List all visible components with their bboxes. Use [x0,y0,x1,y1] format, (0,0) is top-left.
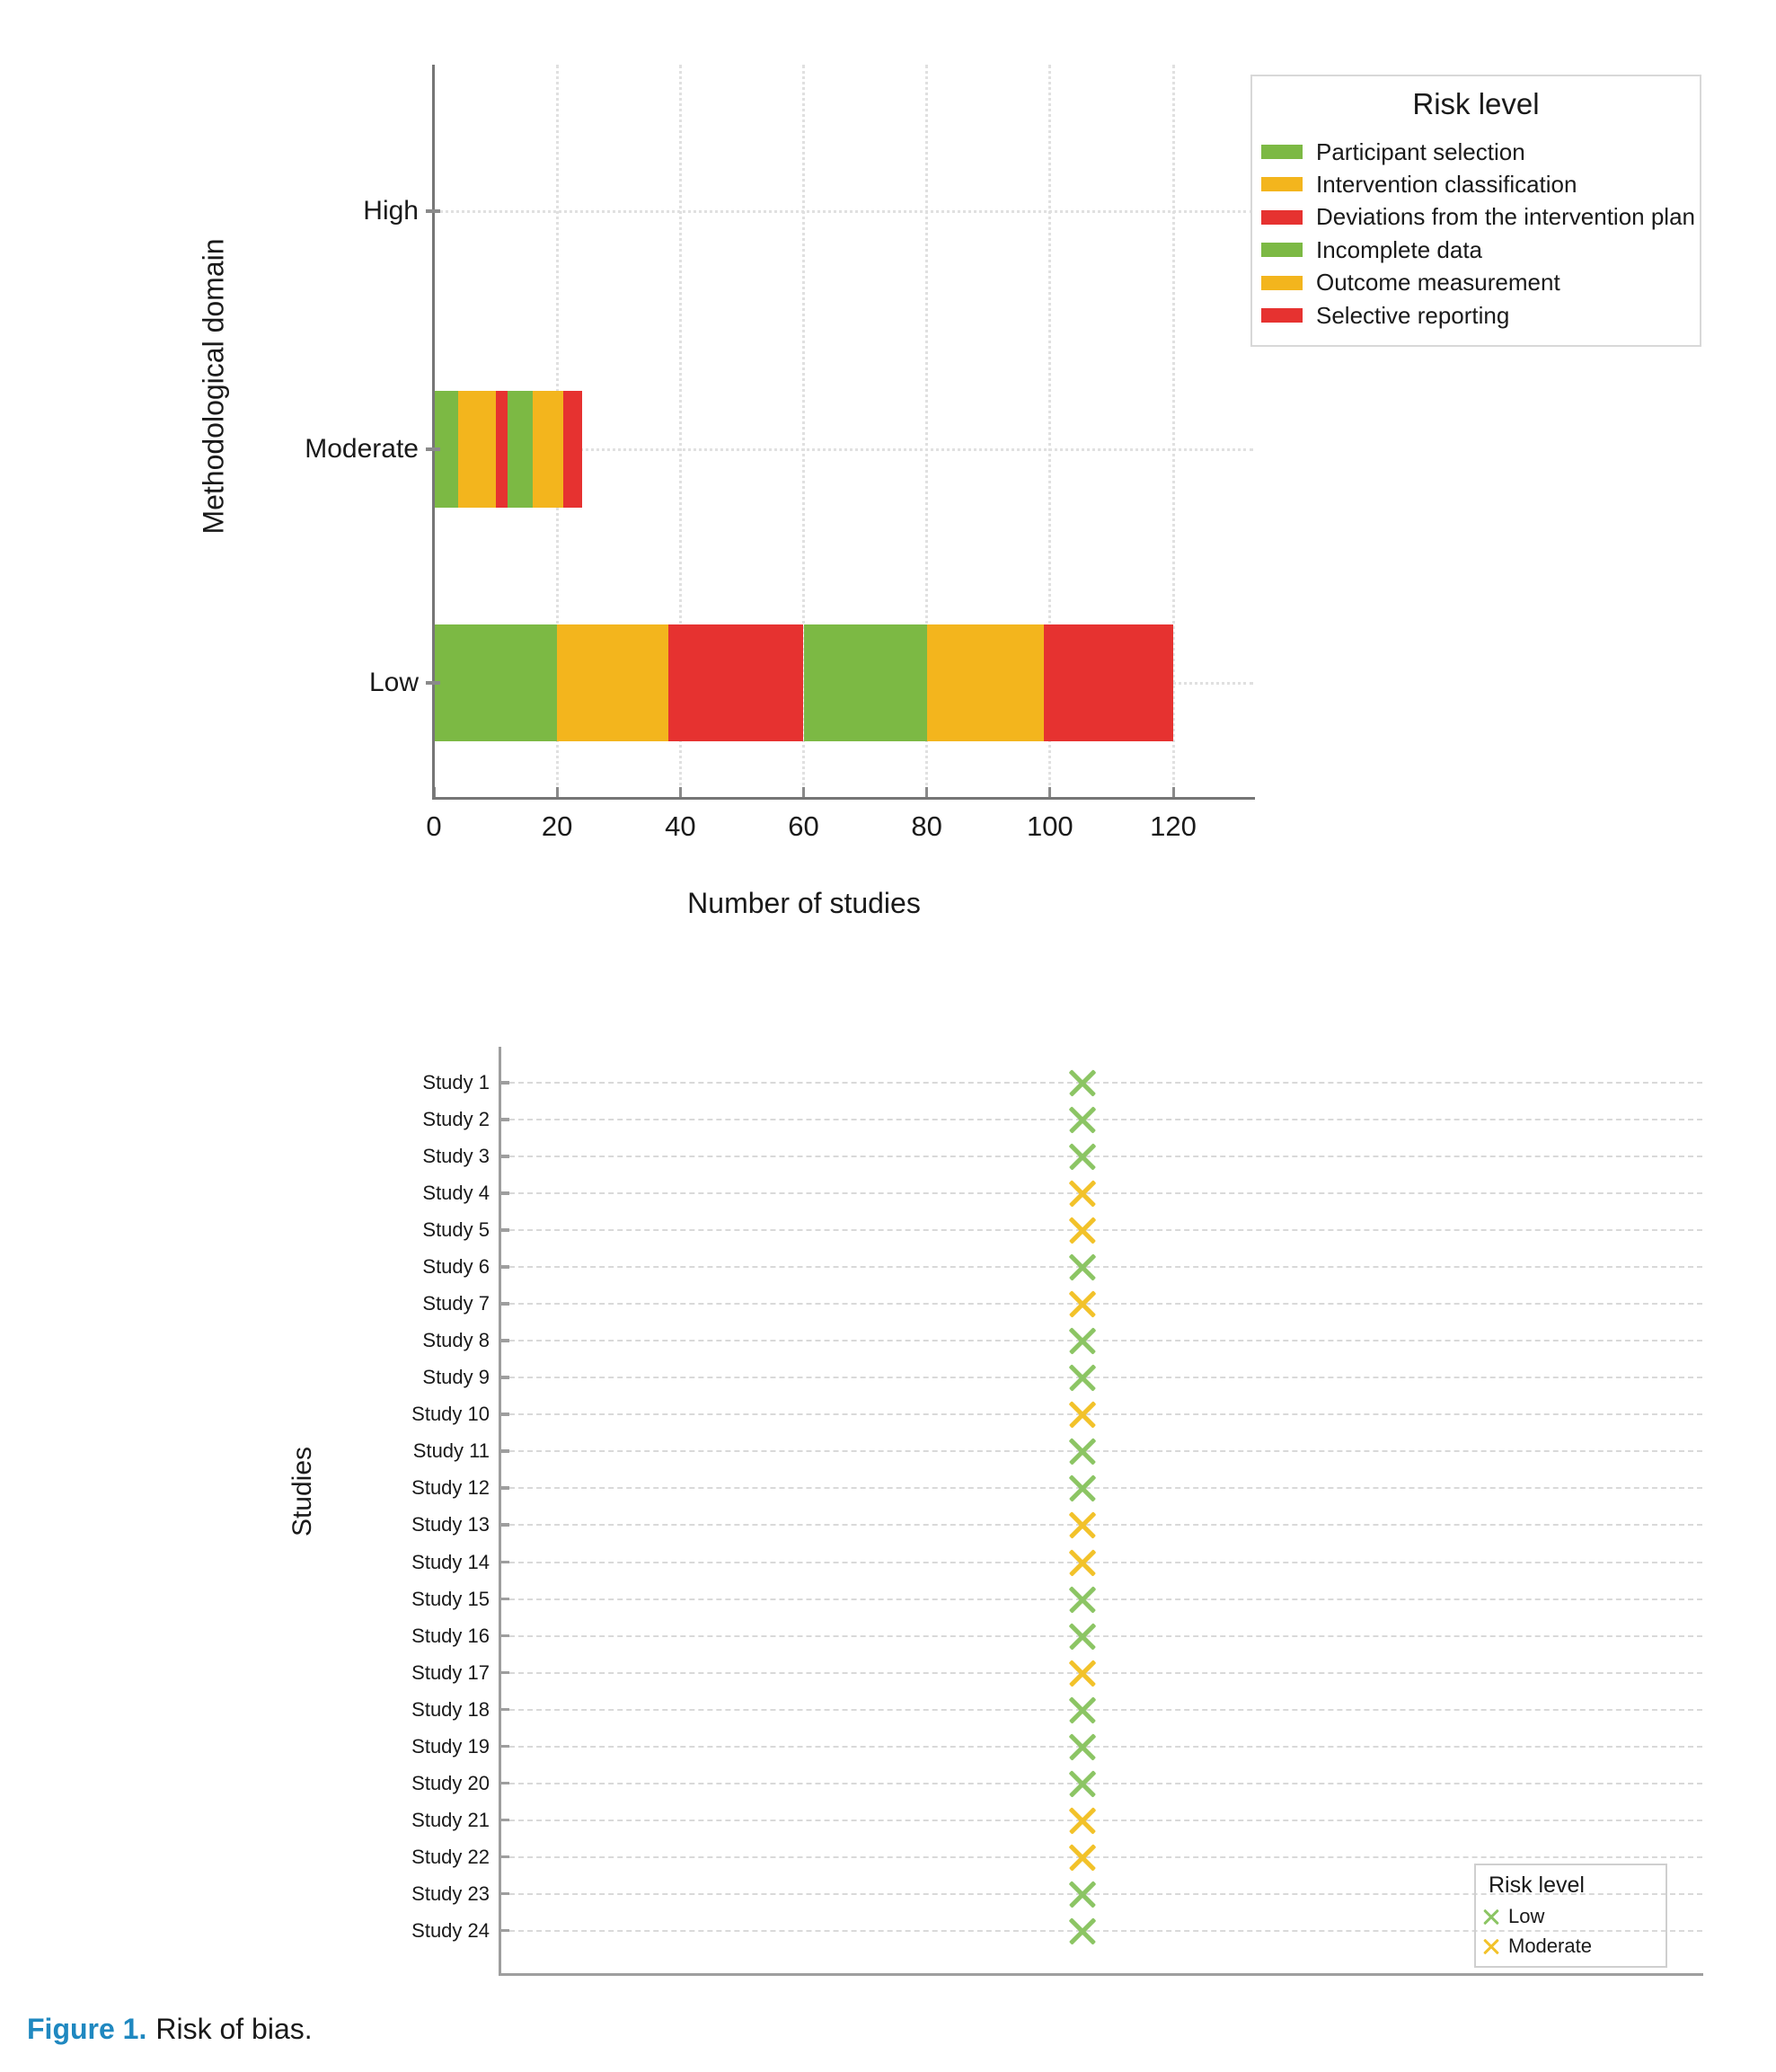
x-marker-low [1067,1731,1098,1762]
study-axis-tick [500,1855,509,1859]
study-gridline [500,1783,1702,1784]
study-gridline [500,1229,1702,1231]
study-gridline [500,1562,1702,1563]
study-axis-tick [500,1634,509,1638]
study-label: Study 20 [411,1771,490,1794]
study-gridline [500,1413,1702,1415]
study-gridline [500,1820,1702,1821]
study-label: Study 3 [422,1145,490,1168]
legend-item-label: Incomplete data [1316,235,1483,263]
study-gridline [500,1192,1702,1194]
scatter-x-axis-line [499,1973,1703,1976]
study-label: Study 16 [411,1624,490,1647]
bar-chart-y-axis-title: Methodological domain [197,238,230,535]
legend-item-label: Moderate [1508,1935,1592,1957]
study-label: Study 9 [422,1366,490,1389]
study-label: Study 1 [422,1071,490,1094]
study-axis-tick [500,1708,509,1712]
x-tick-label: 120 [1150,810,1197,842]
study-gridline [500,1450,1702,1452]
x-marker-low [1067,1104,1098,1135]
study-axis-tick [500,1155,509,1158]
x-marker-moderate [1067,1178,1098,1209]
study-label: Study 5 [422,1218,490,1242]
study-label: Study 12 [411,1476,490,1500]
study-gridline [500,1156,1702,1157]
x-tick-label: 100 [1026,810,1074,842]
legend-item-label: Intervention classification [1316,170,1577,198]
study-label: Study 21 [411,1808,490,1831]
study-label: Study 4 [422,1182,490,1205]
x-marker-moderate [1067,1842,1098,1873]
study-label: Study 2 [422,1108,490,1131]
study-gridline [500,1709,1702,1711]
x-tick-label: 80 [911,810,942,842]
study-gridline [500,1746,1702,1748]
study-gridline [500,1119,1702,1120]
scatter-y-axis-title: Studies [287,1446,317,1537]
x-marker-low [1067,1141,1098,1172]
x-marker-moderate [1067,1510,1098,1540]
study-axis-tick [500,1265,509,1269]
x-tick-label: 20 [541,810,573,842]
study-axis-tick [500,1745,509,1749]
study-gridline [500,1598,1702,1600]
study-gridline [500,1266,1702,1268]
study-gridline [500,1672,1702,1674]
study-axis-tick [500,1782,509,1785]
legend-x-marker [1483,1908,1499,1925]
legend-item-label: Selective reporting [1316,301,1510,329]
study-axis-tick [500,1486,509,1490]
x-marker-low [1067,1916,1098,1946]
study-gridline [500,1377,1702,1378]
legend-item [1483,1935,1658,1958]
study-axis-tick [500,1228,509,1232]
study-gridline [500,1340,1702,1341]
x-marker-low [1067,1362,1098,1393]
x-marker-low [1067,1879,1098,1909]
x-marker-low [1067,1695,1098,1725]
study-label: Study 11 [412,1439,490,1463]
legend-title: Risk level [1489,1873,1585,1898]
y-category-label: High [363,196,419,226]
study-label: Study 13 [411,1513,490,1536]
study-label: Study 17 [411,1660,490,1684]
scatter-legend [1474,1864,1667,1968]
x-marker-moderate [1067,1547,1098,1578]
study-label: Study 22 [411,1845,490,1868]
x-marker-low [1067,1473,1098,1503]
scatter-plot-area [500,1047,1702,1974]
legend-item-label: Deviations from the intervention plan [1316,203,1696,231]
legend-x-marker [1483,1938,1499,1954]
x-tick-label: 60 [788,810,819,842]
legend-item-label: Outcome measurement [1316,269,1560,297]
study-gridline [500,1303,1702,1305]
study-axis-tick [500,1118,509,1121]
x-marker-low [1067,1584,1098,1615]
study-label: Study 24 [411,1918,490,1942]
study-axis-tick [500,1561,509,1564]
study-label: Study 15 [411,1587,490,1610]
study-axis-tick [500,1412,509,1416]
study-label: Study 23 [411,1882,490,1905]
study-axis-tick [500,1191,509,1195]
y-category-label: Moderate [305,434,419,464]
study-label: Study 19 [411,1734,490,1758]
study-axis-tick [500,1929,509,1933]
study-axis-tick [500,1339,509,1342]
x-marker-low [1067,1621,1098,1651]
legend-item-label: Low [1508,1905,1545,1927]
x-marker-low [1067,1252,1098,1282]
study-label: Study 18 [411,1697,490,1721]
y-category-label: Low [368,668,419,697]
legend-item-label: Participant selection [1316,137,1525,165]
x-marker-low [1067,1067,1098,1098]
study-label: Study 6 [422,1255,490,1279]
x-marker-moderate [1067,1658,1098,1688]
study-label: Study 8 [422,1329,490,1352]
x-marker-moderate [1067,1288,1098,1319]
figure-caption [27,2013,313,2046]
legend-title: Risk level [1412,87,1540,120]
caption-text: Risk of bias. [155,2013,313,2045]
x-tick-label: 0 [426,810,442,842]
study-label: Study 14 [411,1550,490,1573]
study-axis-tick [500,1376,509,1379]
x-tick-label: 40 [665,810,696,842]
study-label: Study 7 [422,1292,490,1315]
study-label: Study 10 [411,1403,490,1426]
study-axis-tick [500,1302,509,1306]
x-marker-low [1067,1325,1098,1356]
study-axis-tick [500,1081,509,1085]
study-axis-tick [500,1523,509,1527]
study-axis-tick [500,1671,509,1675]
x-marker-moderate [1067,1215,1098,1245]
legend-item [1483,1905,1658,1928]
study-axis-tick [500,1819,509,1822]
x-marker-moderate [1067,1805,1098,1836]
study-gridline [500,1635,1702,1637]
study-gridline [500,1487,1702,1489]
scatter-y-axis-line [499,1047,501,1976]
study-gridline [500,1856,1702,1858]
x-marker-moderate [1067,1399,1098,1430]
study-axis-tick [500,1598,509,1601]
x-marker-low [1067,1436,1098,1466]
bar-chart-x-axis-title: Number of studies [687,887,921,919]
study-axis-tick [500,1892,509,1896]
study-gridline [500,1082,1702,1084]
x-marker-low [1067,1768,1098,1799]
study-axis-tick [500,1449,509,1453]
study-gridline [500,1524,1702,1526]
caption-label: Figure 1. [27,2013,147,2045]
